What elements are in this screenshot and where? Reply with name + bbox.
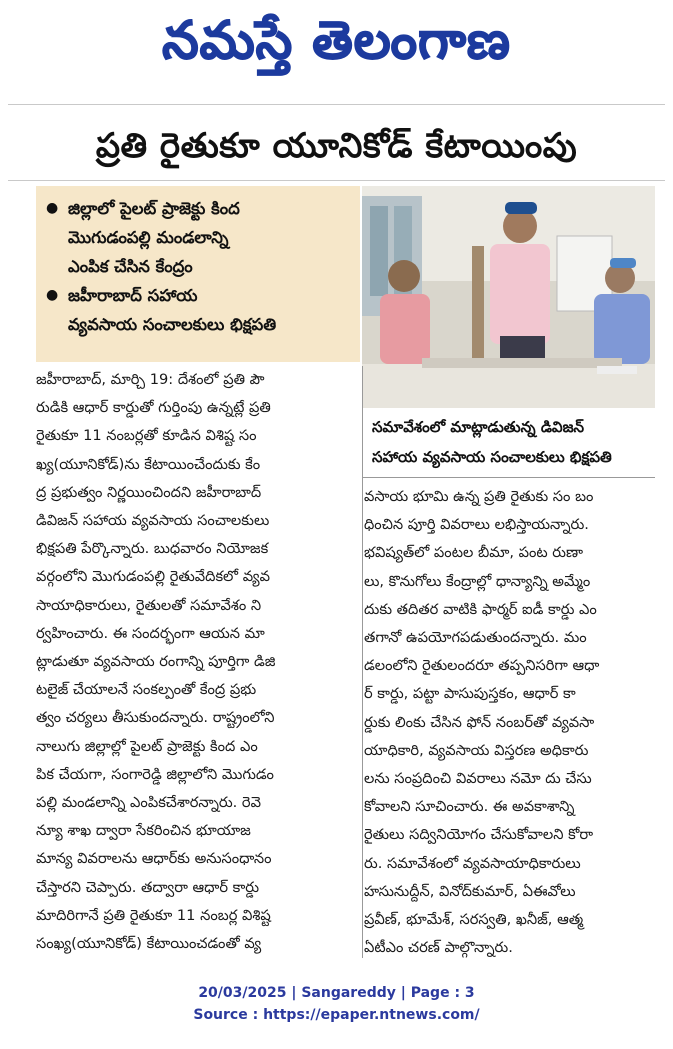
article-line: వసాయ భూమి ఉన్న ప్రతి రైతుకు సం బం [364,488,594,505]
article-line: రైతులు సద్వినియోగం చేసుకోవాలని కోరా [364,826,594,844]
article-line: ప్రవీణ్, భూమేశ్, సరస్వతి, ఖనీజ్, ఆత్మ [364,911,584,929]
article-line: ర్ కార్డు, పట్టా పాసుపుస్తకం, ఆధార్ కా [364,685,576,703]
article-line: హసునుద్దీన్, వినోద్‌కుమార్, ఏఈవోలు [364,882,576,900]
article-line: ధించిన పూర్తి వివరాలు లభిస్తాయన్నారు. [364,516,589,534]
article-column-right [364,483,655,962]
divider [8,104,665,105]
article-line: జహీరాబాద్, మార్చి 19: దేశంలో ప్రతి పౌ [36,371,265,388]
highlight-item [46,252,350,281]
article-line: రు. సమావేశంలో వ్యవసాయాధికారులు [364,854,581,872]
highlight-text: మొగుడంపల్లి మండలాన్ని [68,228,229,247]
article-line: సాయాధికారులు, రైతులతో సమావేశం ని [36,596,262,614]
article-column-left [36,366,363,958]
highlight-text: వ్యవసాయ సంచాలకులు భిక్షపతి [68,315,277,334]
article-line: యాధికారి, వ్యవసాయ విస్తరణ అధికారు [364,741,589,759]
highlight-item [46,223,350,252]
article-line: పిక చేయగా, సంగారెడ్డి జిల్లాలోని మొగుడం [36,765,274,783]
article-line: ట్లాడుతూ వ్యవసాయ రంగాన్ని పూర్తిగా డిజి [36,653,276,671]
article-line: వర్గంలోని మొగుడంపల్లి రైతువేదికలో వ్యవ [36,568,270,586]
masthead-title: నమస్తే తెలంగాణ [162,11,511,71]
article-line: నాలుగు జిల్లాల్లో పైలట్ ప్రాజెక్టు కింద ఎం [36,737,258,755]
footer [0,982,673,1026]
article-line: భవిష్యత్‌లో పంటల బీమా, పంట రుణా [364,544,583,562]
article-line: దుకు తదితర వాటికి ఫార్మర్ ఐడీ కార్డు ఎం [364,600,597,618]
masthead [0,2,673,80]
article-line: రైతుకూ 11 నంబర్లతో కూడిన విశిష్ట సం [36,427,257,445]
article-line: డివిజన్ సహాయ వ్యవసాయ సంచాలకులు [36,512,270,530]
article-line: ఏటీఎం చరణ్ పాల్గొన్నారు. [364,939,513,957]
article-line: త్వం చర్యలు తీసుకుందన్నారు. రాష్ట్రంలోని [36,709,275,727]
highlight-text: జహీరాబాద్ సహాయ [68,286,198,305]
article-line: ద్ర ప్రభుత్వం నిర్ణయించిందని జహీరాబాద్ [36,483,262,501]
article-line: సంఖ్య(యూనికోడ్) కేటాయించడంతో వ్య [36,935,262,953]
article-line: న్యూ శాఖ ద్వారా సేకరించిన భూయాజ [36,822,251,840]
highlights-box [36,186,360,362]
article-line: మాదిరిగానే ప్రతి రైతుకూ 11 నంబర్ల విశిష్ట [36,906,271,924]
highlight-item [46,310,350,339]
article-line: లను సంప్రదించి వివరాలు నమో దు చేసు [364,770,592,788]
article-line: డలంలోని రైతులందరూ తప్పనిసరిగా ఆధా [364,657,600,675]
article-line: చేస్తారని చెప్పారు. తద్వారా ఆధార్ కార్డు [36,878,260,896]
article-line: తగానో ఉపయోగపడుతుందన్నారు. మం [364,629,587,647]
footer-date-line: 20/03/2025 | Sangareddy | Page : 3 [198,985,475,1001]
bullet-icon: ● [46,287,59,303]
footer-source-line[interactable]: Source : https://epaper.ntnews.com/ [193,1007,480,1023]
highlight-item [46,281,350,310]
article-line: కోవాలని సూచించారు. ఈ అవకాశాన్ని [364,798,575,816]
article-line: టలైజ్ చేయాలనే సంకల్పంతో కేంద్ర ప్రభు [36,681,257,699]
article-line: ఖ్య(యూనికోడ్)ను కేటాయించేందుకు కేం [36,455,261,473]
highlight-item [46,194,350,223]
caption-line: సహాయ వ్యవసాయ సంచాలకులు భిక్షపతి [372,448,612,466]
news-photo [362,186,655,408]
divider [8,180,665,181]
headline: ప్రతి రైతుకూ యూనికోడ్ కేటాయింపు [95,126,578,166]
article-line: పల్లి మండలాన్ని ఎంపికచేశారన్నారు. రెవె [36,794,261,812]
article-line: ర్డుకు లింకు చేసిన ఫోన్ నంబర్‌తో వ్యవసా [364,713,595,731]
highlight-text: ఎంపిక చేసిన కేంద్రం [68,257,193,276]
article-line: లు, కొనుగోలు కేంద్రాల్లో ధాన్యాన్ని అమ్మేం [364,572,591,590]
bullet-icon: ● [46,200,59,216]
caption-line: సమావేశంలో మాట్లాడుతున్న డివిజన్ [372,418,585,436]
article-line: రుడికి ఆధార్ కార్డుతో గుర్తింపు ఉన్నట్లే ప్రతి [36,399,271,417]
article-line: మాన్య వివరాలను ఆధార్‌కు అనుసంధానం [36,850,272,868]
photo-caption [362,408,655,478]
article-line: భిక్షపతి పేర్కొన్నారు. బుధవారం నియోజక [36,540,269,558]
highlight-text: జిల్లాలో పైలట్ ప్రాజెక్టు కింద [68,199,240,218]
article-line: ర్వహించారు. ఈ సందర్భంగా ఆయన మా [36,624,265,642]
meeting-photo-illustration [362,186,655,408]
